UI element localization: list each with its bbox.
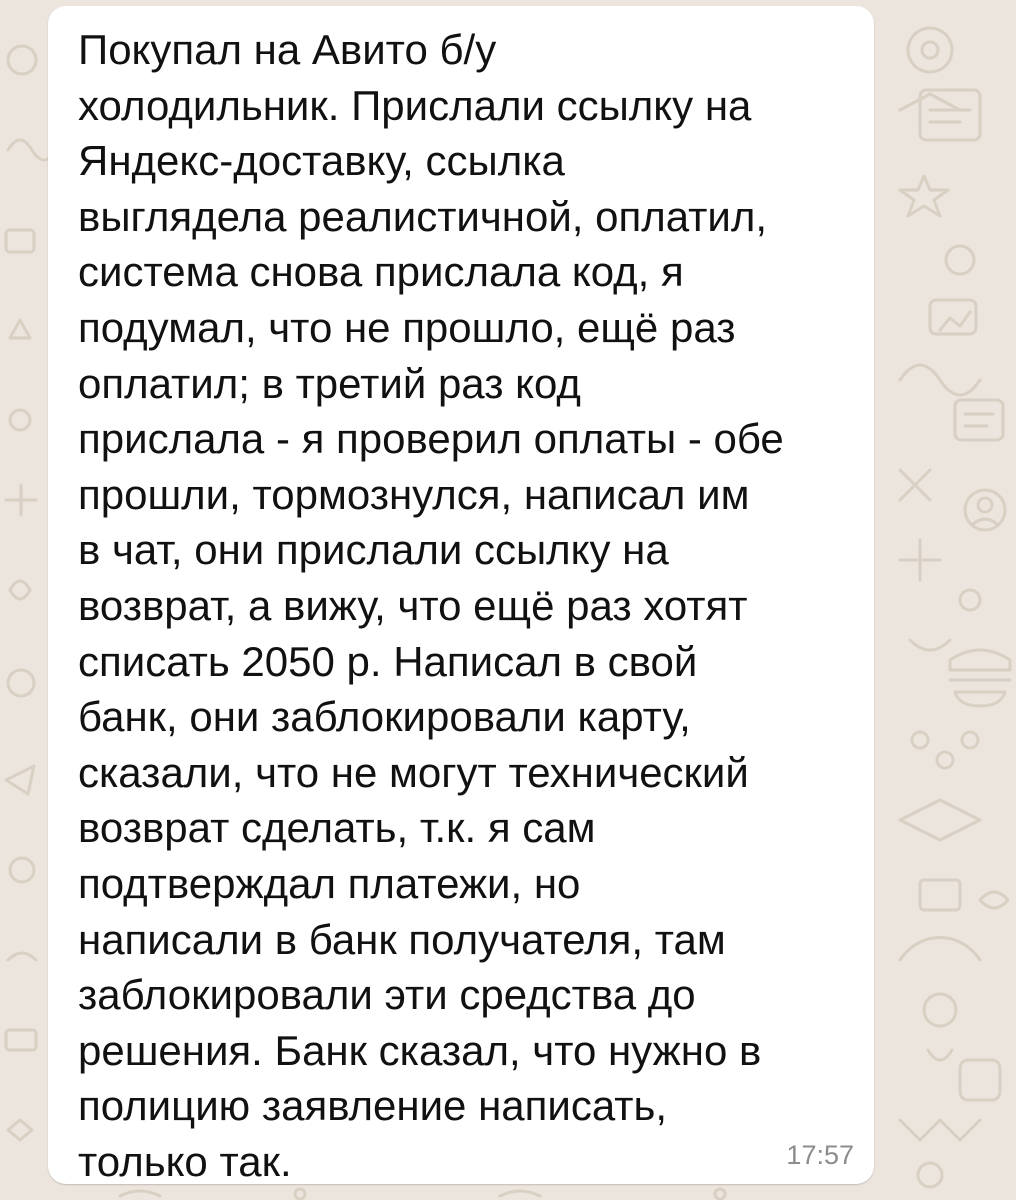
message-timestamp: 17:57 [786,1140,854,1170]
message-bubble[interactable] [48,6,874,1184]
message-text: Покупал на Авито б/у холодильник. Прислали ссылку на Яндекс-доставку, ссылка выглядела реалистичной, оплатил, система снова прислала код, я подумал, что не прошло, ещё раз оплатил; в третий раз код прислала - я проверил оплаты - обе прошли, тормознулся, написал им в чат, они прислали ссылку на возврат, а вижу, что ещё раз хотят списать 2050 р. Написал в свой банк, они заблокировали карту, сказали, что не могут технический возврат сделать, т.к. я сам подтверждал платежи, но написали в банк получателя, там заблокировали эти средства до решения. Банк сказал, что нужно в полицию заявление написать, только так. [78,26,784,1185]
